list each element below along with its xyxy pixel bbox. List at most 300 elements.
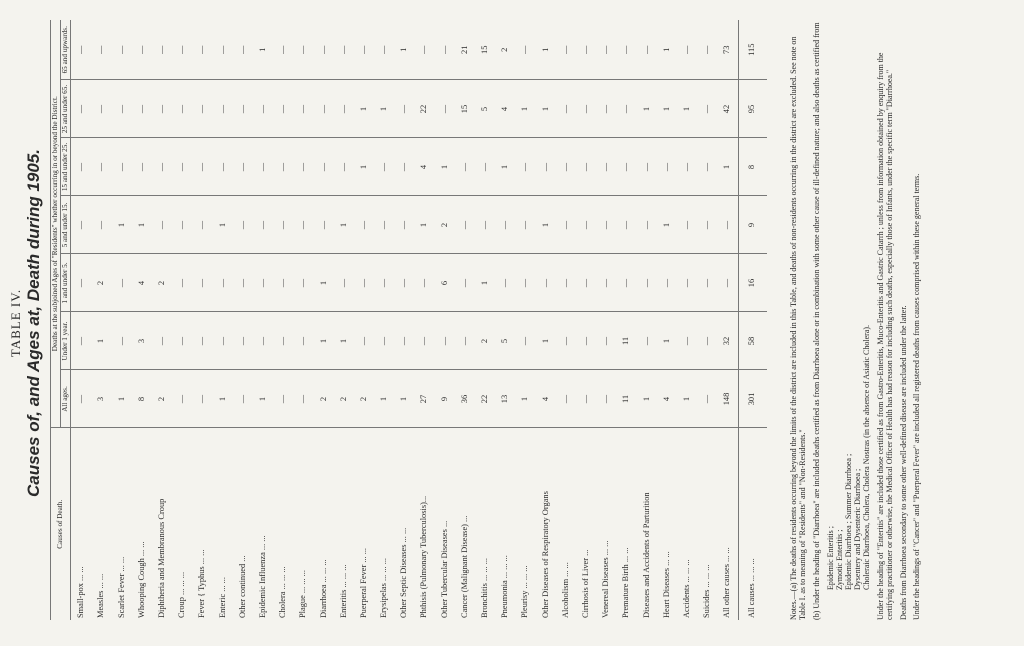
death-count: — [213, 138, 233, 196]
death-count: — [374, 196, 394, 254]
death-count: — [677, 20, 697, 80]
death-count: — [455, 254, 475, 312]
death-count: 2 [152, 254, 172, 312]
death-count: 1 [394, 20, 414, 80]
death-count: — [374, 312, 394, 370]
table-row [657, 20, 677, 620]
table-row [394, 20, 414, 620]
death-count: — [233, 138, 253, 196]
death-count: — [273, 254, 293, 312]
table-row [455, 20, 475, 620]
table-label: TABLE IV. [8, 288, 23, 358]
death-count: — [71, 20, 92, 80]
death-count: — [374, 138, 394, 196]
table-row [92, 20, 112, 620]
death-count: — [71, 312, 92, 370]
death-count: — [213, 80, 233, 138]
death-count: — [152, 20, 172, 80]
death-count: 4 [536, 370, 556, 428]
diarrhoea-term: Epidemic Diarrhoea ; Summer Diarrhoea ; [843, 453, 853, 590]
death-count: — [253, 80, 273, 138]
death-count: 2 [475, 312, 495, 370]
death-count: 1 [536, 20, 556, 80]
death-count: — [415, 312, 435, 370]
death-count: 115 [738, 20, 767, 80]
cause-column-header: Causes of Death. [51, 428, 71, 620]
death-count: — [576, 312, 596, 370]
cause-name: Enteric ... ... [217, 577, 227, 618]
death-count: — [677, 196, 697, 254]
death-count: — [172, 196, 192, 254]
note-b: (b) Under the heading of "Diarrhoea" are included deaths certified as from Diarrhoea alone or in combination with some other cause of ill-defined nature; and also deaths as certified from [811, 22, 821, 620]
age-group-header: Deaths at the subjoined Ages of "Residents" whether occurring in or beyond the District. [51, 20, 61, 428]
cause-name: Measles ... ... [96, 573, 106, 618]
cause-name: Pneumonia ... ... ... [500, 555, 510, 618]
death-count: — [556, 196, 576, 254]
cause-name: Other Tubercular Diseases ... [439, 520, 449, 618]
death-count: — [637, 138, 657, 196]
death-count: — [415, 20, 435, 80]
cause-name: Cancer (Malignant Disease) ... [459, 515, 469, 618]
death-count: 1 [415, 196, 435, 254]
death-count: — [596, 370, 616, 428]
death-count: — [354, 254, 374, 312]
death-count: — [314, 20, 334, 80]
table-row [152, 20, 172, 620]
death-count: — [233, 254, 253, 312]
death-count: — [253, 254, 273, 312]
table-row [576, 20, 596, 620]
death-count: — [273, 138, 293, 196]
death-count: — [475, 196, 495, 254]
death-count: — [273, 312, 293, 370]
death-count: — [576, 196, 596, 254]
death-count: — [112, 312, 132, 370]
death-count: — [132, 138, 152, 196]
death-count: — [637, 196, 657, 254]
table-row [273, 20, 293, 620]
death-count: — [536, 138, 556, 196]
table-row [435, 20, 455, 620]
table-row [717, 20, 738, 620]
death-count: 58 [738, 312, 767, 370]
death-count: 1 [536, 312, 556, 370]
total-row [738, 20, 767, 620]
death-count: 1 [354, 138, 374, 196]
age-column-header: 65 and upwards. [61, 20, 71, 80]
cause-name: Bronchitis ... ... ... [480, 557, 490, 618]
note-cancer: Under the headings of "Cancer" and "Puerperal Fever" are included all registered deaths from causes comprised within these general terms. [912, 173, 922, 620]
death-count: 2 [92, 254, 112, 312]
death-count: — [556, 312, 576, 370]
death-count: — [112, 254, 132, 312]
death-count: 8 [738, 138, 767, 196]
note-a: Notes.—(a) The deaths of residents occurring beyond the limits of the district are included in this Table, and deaths of non-residents occurring in the district are excluded. See note on Table I. as to meaning of "Residents" and "Non-Residents." [789, 36, 807, 620]
cause-name: Erysipelas ... ... ... [379, 557, 389, 618]
table-row [71, 20, 92, 620]
death-count: — [112, 80, 132, 138]
cause-name: All other causes ... ... [722, 547, 732, 618]
death-count: 15 [455, 80, 475, 138]
death-count: — [556, 138, 576, 196]
death-count: 1 [334, 312, 354, 370]
death-count: — [293, 312, 313, 370]
death-count: — [697, 254, 717, 312]
cause-name: Other Diseases of Respiratory Organs [540, 491, 550, 618]
cause-name: Suicides ... ... ... [702, 564, 712, 618]
death-count: 11 [616, 370, 636, 428]
death-count: 22 [415, 80, 435, 138]
death-count: — [616, 20, 636, 80]
table-row [172, 20, 192, 620]
death-count: 8 [132, 370, 152, 428]
death-count: — [293, 196, 313, 254]
death-count: — [576, 80, 596, 138]
death-count: — [132, 80, 152, 138]
table-row [213, 20, 233, 620]
table-row [677, 20, 697, 620]
death-count: — [233, 370, 253, 428]
death-count: — [637, 312, 657, 370]
death-count: 5 [495, 312, 515, 370]
death-count: 1 [637, 370, 657, 428]
death-count: — [596, 254, 616, 312]
death-count: — [394, 312, 414, 370]
table-row [495, 20, 515, 620]
death-count: — [92, 20, 112, 80]
table-row [556, 20, 576, 620]
death-count: — [71, 254, 92, 312]
death-count: 1 [657, 312, 677, 370]
death-count: — [273, 20, 293, 80]
death-count: — [556, 370, 576, 428]
death-count: — [253, 196, 273, 254]
death-count: 2 [435, 196, 455, 254]
death-count: 1 [657, 80, 677, 138]
death-count: — [455, 312, 475, 370]
death-count: — [394, 254, 414, 312]
death-count: — [213, 312, 233, 370]
death-count: 1 [657, 196, 677, 254]
death-count: 148 [717, 370, 738, 428]
death-count: 1 [677, 370, 697, 428]
table-row [132, 20, 152, 620]
age-column-header: 1 and under 5. [61, 254, 71, 312]
death-count: 1 [677, 80, 697, 138]
age-column-header: All ages. [61, 370, 71, 428]
death-count: — [112, 20, 132, 80]
death-count: 1 [112, 196, 132, 254]
table-row [415, 20, 435, 620]
death-count: — [273, 196, 293, 254]
death-count: 2 [495, 20, 515, 80]
table-row [616, 20, 636, 620]
cause-name: Alcoholism ... ... [560, 562, 570, 618]
death-count: — [152, 196, 172, 254]
death-count: — [293, 254, 313, 312]
death-count: — [697, 370, 717, 428]
death-count: 73 [717, 20, 738, 80]
cause-name: Croup ... ... ... [177, 571, 187, 618]
death-count: — [172, 370, 192, 428]
table-row [314, 20, 334, 620]
death-count: — [435, 80, 455, 138]
death-count: — [717, 196, 738, 254]
death-count: — [697, 80, 717, 138]
death-count: 301 [738, 370, 767, 428]
death-count: — [233, 196, 253, 254]
death-count: 1 [213, 370, 233, 428]
death-count: 11 [616, 312, 636, 370]
table-row [233, 20, 253, 620]
death-count: — [415, 254, 435, 312]
cause-name: Cirrhosis of Liver ... [580, 549, 590, 618]
cause-name: Diseases and Accidents of Parturition [641, 492, 651, 618]
notes-section [790, 20, 927, 620]
death-count: 42 [717, 80, 738, 138]
death-count: — [616, 138, 636, 196]
death-count: 4 [132, 254, 152, 312]
death-count: — [596, 196, 616, 254]
death-count: — [233, 80, 253, 138]
death-count: — [637, 254, 657, 312]
table-row [193, 20, 213, 620]
death-count: — [253, 312, 273, 370]
death-count: — [394, 80, 414, 138]
death-count: — [334, 20, 354, 80]
death-count: 1 [374, 80, 394, 138]
death-count: — [697, 138, 717, 196]
table-row [374, 20, 394, 620]
death-count: — [677, 312, 697, 370]
death-count: — [92, 196, 112, 254]
death-count: — [616, 254, 636, 312]
death-count: 1 [637, 80, 657, 138]
cause-name: Diarrhoea ... ... ... [318, 559, 328, 618]
death-count: — [516, 312, 536, 370]
death-count: 36 [455, 370, 475, 428]
page-title: Causes of, and Ages at, Death during 1905. [24, 149, 43, 497]
death-count: 1 [334, 196, 354, 254]
death-count: — [152, 80, 172, 138]
table-row [516, 20, 536, 620]
death-count: — [495, 196, 515, 254]
death-count: 1 [374, 370, 394, 428]
death-count: 4 [495, 80, 515, 138]
death-count: 2 [314, 370, 334, 428]
death-count: 21 [455, 20, 475, 80]
death-count: 1 [394, 370, 414, 428]
table-row [637, 20, 657, 620]
death-count: 1 [435, 138, 455, 196]
cause-name: Scarlet Fever ... ... [116, 556, 126, 618]
death-count: — [152, 312, 172, 370]
death-count: — [71, 196, 92, 254]
death-count: 4 [415, 138, 435, 196]
death-count: — [293, 138, 313, 196]
death-count: — [132, 20, 152, 80]
death-count: 1 [132, 196, 152, 254]
death-count: — [233, 312, 253, 370]
death-count: — [697, 20, 717, 80]
diarrhoea-term: Zymotic Enteritis ; [834, 529, 844, 590]
death-count: — [152, 138, 172, 196]
death-count: — [576, 20, 596, 80]
death-count: — [172, 138, 192, 196]
death-count: — [354, 312, 374, 370]
death-count: 3 [132, 312, 152, 370]
death-count: — [596, 80, 616, 138]
death-count: 5 [475, 80, 495, 138]
table-row [293, 20, 313, 620]
death-count: 2 [152, 370, 172, 428]
death-count: 13 [495, 370, 515, 428]
death-count: — [596, 312, 616, 370]
cause-name: Heart Diseases ... ... [661, 551, 671, 618]
death-count: — [435, 312, 455, 370]
death-count: 1 [354, 80, 374, 138]
diarrhoea-terms-list [827, 20, 872, 620]
table-row [697, 20, 717, 620]
death-count: — [576, 370, 596, 428]
diarrhoea-term: Dysentery and Dysenteric Diarrhoea ; [852, 468, 862, 590]
cause-name: Enteritis ... ... ... [338, 564, 348, 618]
cause-name: All causes ... ... ... [747, 558, 757, 618]
age-column-header: 15 and under 25. [61, 138, 71, 196]
death-count: 1 [314, 254, 334, 312]
cause-name: Pleurisy ... ... ... [520, 565, 530, 618]
death-count: — [213, 254, 233, 312]
table-row [596, 20, 616, 620]
death-count: — [576, 138, 596, 196]
death-count: — [213, 20, 233, 80]
death-count: — [293, 20, 313, 80]
death-count: — [233, 20, 253, 80]
death-count: — [677, 254, 697, 312]
death-count: 4 [657, 370, 677, 428]
death-count: — [193, 80, 213, 138]
death-count: — [374, 254, 394, 312]
death-count: — [92, 138, 112, 196]
death-count: — [193, 20, 213, 80]
age-column-header: Under 1 year. [61, 312, 71, 370]
death-count: 2 [334, 370, 354, 428]
death-count: — [193, 254, 213, 312]
death-count: 2 [354, 370, 374, 428]
diarrhoea-term: Epidemic Enteritis ; [825, 526, 835, 590]
death-count: — [92, 80, 112, 138]
death-count: — [596, 20, 616, 80]
death-count: 32 [717, 312, 738, 370]
table-row [253, 20, 273, 620]
death-count: — [516, 20, 536, 80]
cause-name: Premature Birth ... ... [621, 547, 631, 618]
death-count: — [455, 196, 475, 254]
death-count: — [556, 80, 576, 138]
cause-name: Diphtheria and Membranous Croup [157, 498, 167, 618]
death-count: 1 [213, 196, 233, 254]
death-count: — [273, 80, 293, 138]
death-count: — [71, 370, 92, 428]
death-count: 27 [415, 370, 435, 428]
death-count: — [334, 80, 354, 138]
death-count: — [172, 312, 192, 370]
death-count: 9 [435, 370, 455, 428]
cause-name: Other continued ... [237, 555, 247, 618]
death-count: — [455, 138, 475, 196]
death-count: — [475, 138, 495, 196]
death-count: — [596, 138, 616, 196]
death-count: — [435, 20, 455, 80]
death-count: 1 [112, 370, 132, 428]
death-count: — [172, 254, 192, 312]
table-body [71, 20, 767, 620]
note-enteritis: Under the heading of "Enteritis" are included those certified as from Gastro-Enteritis, Muco-Enteritis and Gastric Catarrh ; unless from information obtained by enquiry from the certifying practitioner or otherwise, the Medical Officer of Health has had reason for including such deaths, especially those of Infants, under the specific term "Diarrhoea." [875, 52, 894, 620]
death-count: — [112, 138, 132, 196]
death-count: — [172, 20, 192, 80]
cause-name: Whooping Cough ... ... [136, 541, 146, 618]
causes-of-death-table [50, 20, 767, 620]
death-count: 1 [92, 312, 112, 370]
death-count: 1 [253, 20, 273, 80]
death-count: 1 [657, 20, 677, 80]
death-count: — [556, 254, 576, 312]
death-count: 1 [495, 138, 515, 196]
death-count: — [516, 138, 536, 196]
death-count: 15 [475, 20, 495, 80]
cause-name: Plague ... ... ... [298, 570, 308, 618]
death-count: 16 [738, 254, 767, 312]
death-count: 1 [314, 312, 334, 370]
death-count: — [193, 196, 213, 254]
death-count: — [193, 370, 213, 428]
death-count: — [253, 138, 273, 196]
death-count: — [495, 254, 515, 312]
death-count: — [394, 138, 414, 196]
death-count: — [193, 312, 213, 370]
cause-name: Venereal Diseases ... ... [601, 540, 611, 618]
death-count: 1 [717, 138, 738, 196]
death-count: — [576, 254, 596, 312]
table-row [334, 20, 354, 620]
death-count: — [616, 196, 636, 254]
table-row [536, 20, 556, 620]
cause-name: Fever { Typhus ... ... [197, 549, 207, 618]
cause-name: Puerperal Fever ... ... [358, 547, 368, 618]
death-count: — [536, 254, 556, 312]
death-count: — [293, 80, 313, 138]
death-count: — [354, 196, 374, 254]
death-count: 95 [738, 80, 767, 138]
death-count: — [394, 196, 414, 254]
death-count: — [354, 20, 374, 80]
death-count: 9 [738, 196, 767, 254]
death-count: 1 [536, 80, 556, 138]
death-count: 6 [435, 254, 455, 312]
table-row [475, 20, 495, 620]
death-count: — [314, 196, 334, 254]
death-count: — [314, 80, 334, 138]
death-count: — [314, 138, 334, 196]
death-count: — [697, 196, 717, 254]
death-count: — [193, 138, 213, 196]
table-row [354, 20, 374, 620]
death-count: 1 [536, 196, 556, 254]
death-count: 3 [92, 370, 112, 428]
death-count: — [273, 370, 293, 428]
diarrhoea-term: Choleraic Diarrhoea, Cholera, Cholera Nostras (in the absence of Asiatic Cholera). [861, 324, 871, 590]
age-column-header: 25 and under 65. [61, 80, 71, 138]
